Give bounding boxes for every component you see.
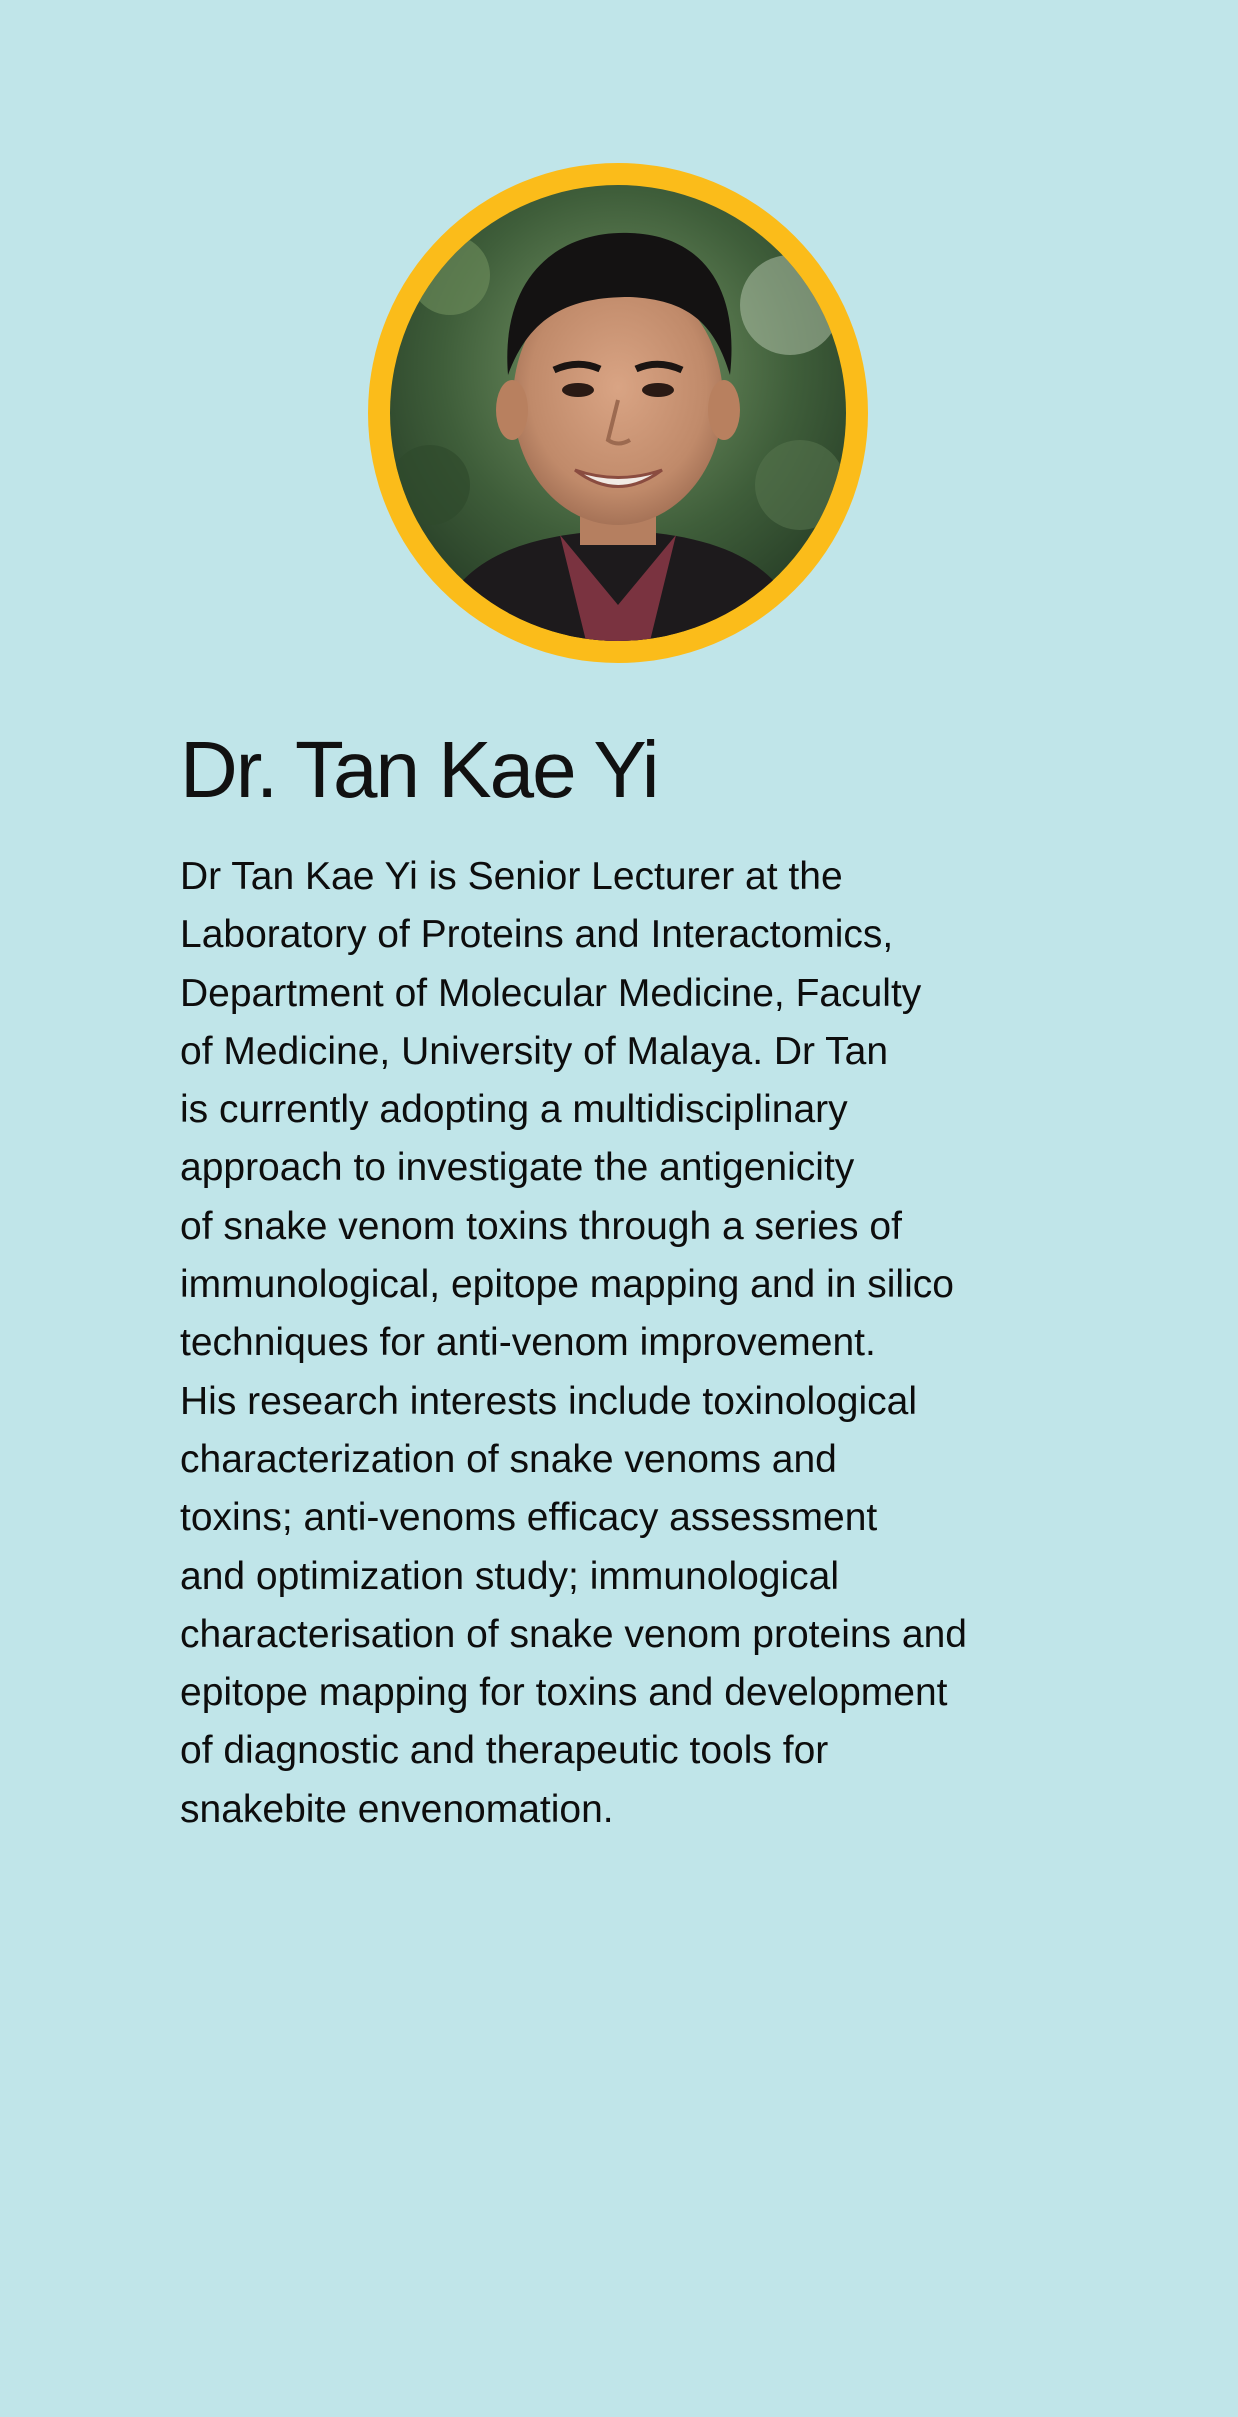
bio-line: epitope mapping for toxins and development (180, 1671, 948, 1715)
bio-line: Laboratory of Proteins and Interactomics, (180, 913, 894, 957)
bio-line: His research interests include toxinological (180, 1379, 918, 1423)
bio-line: snakebite envenomation. (180, 1787, 614, 1831)
bio-line: of diagnostic and therapeutic tools for (180, 1729, 829, 1773)
bio-line: characterisation of snake venom proteins and (180, 1612, 967, 1656)
bio-line: Department of Molecular Medicine, Faculty (180, 971, 922, 1015)
bio-line: of Medicine, University of Malaya. Dr Tan (180, 1029, 889, 1073)
bio-line: is currently adopting a multidisciplinary (180, 1088, 848, 1132)
bio-line: characterization of snake venoms and (180, 1437, 837, 1481)
profile-photo-frame (368, 163, 868, 663)
bio-line: of snake venom toxins through a series of (180, 1204, 902, 1248)
profile-photo (390, 185, 846, 641)
bio-line: toxins; anti-venoms efficacy assessment (180, 1496, 878, 1540)
bio-line: and optimization study; immunological (180, 1554, 840, 1598)
bio-line: immunological, epitope mapping and in silico (180, 1263, 954, 1307)
bio-line: Dr Tan Kae Yi is Senior Lecturer at the (180, 855, 843, 898)
bio-line: approach to investigate the antigenicity (180, 1146, 855, 1190)
profile-bio (180, 848, 1180, 1839)
bio-line: techniques for anti-venom improvement. (180, 1321, 876, 1365)
profile-name: Dr. Tan Kae Yi (180, 725, 658, 814)
